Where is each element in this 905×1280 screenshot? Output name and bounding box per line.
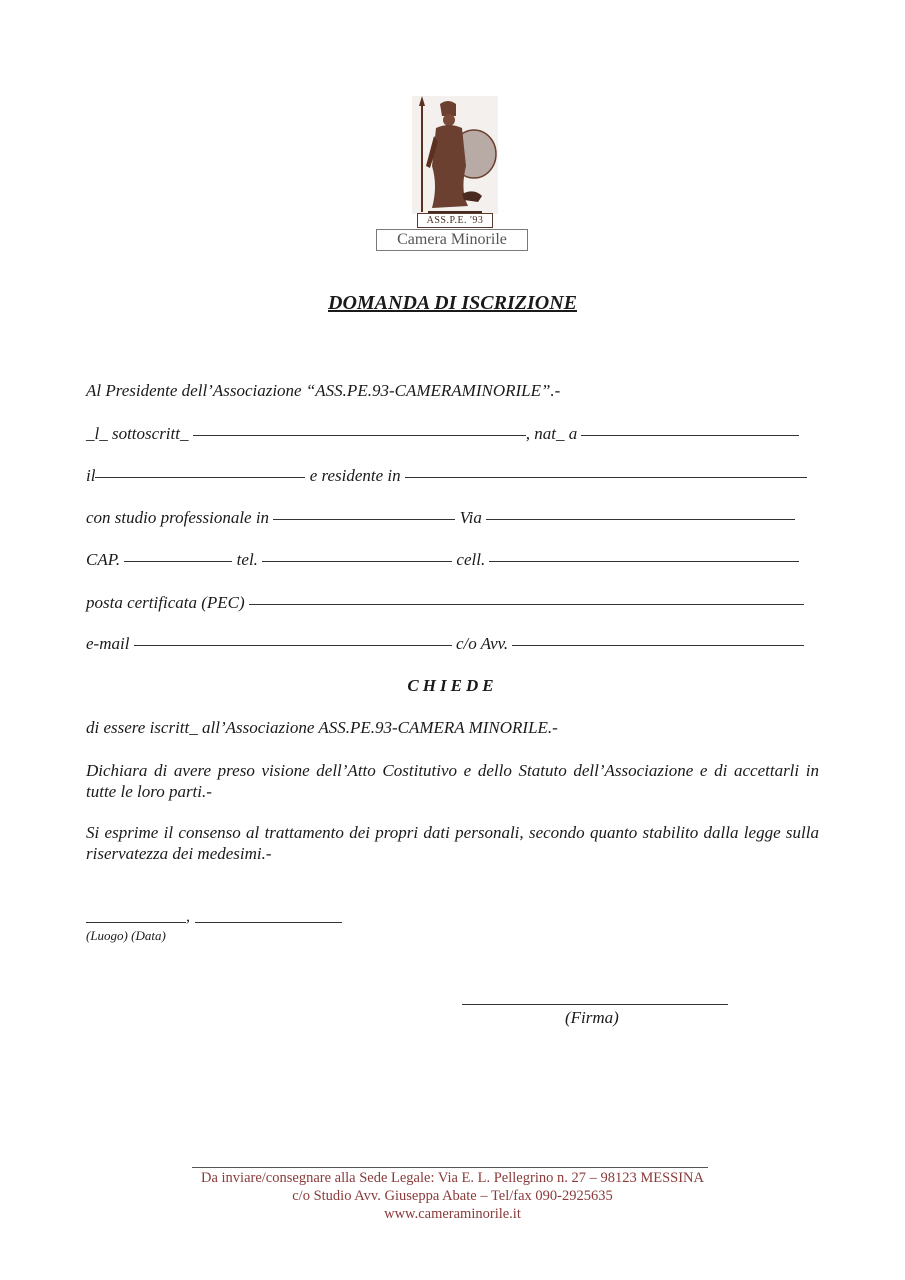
place-date-label: (Luogo) (Data) xyxy=(86,928,166,943)
residence-field[interactable] xyxy=(405,476,807,478)
place-date-separator: , xyxy=(186,908,190,925)
pec-field[interactable] xyxy=(249,603,804,605)
label-on: il xyxy=(86,466,96,485)
birthdate-field[interactable] xyxy=(95,476,305,478)
label-pec: posta certificata (PEC) xyxy=(86,593,245,612)
logo-plaque: ASS.P.E. '93 xyxy=(417,213,493,228)
studio-street-field[interactable] xyxy=(486,518,795,520)
form-row-name xyxy=(86,424,818,444)
paragraph-request: di essere iscritt_ all’Associazione ASS.PE.93-CAMERA MINORILE.- xyxy=(86,718,558,737)
addressee: Al Presidente dell’Associazione “ASS.PE.93-CAMERAMINORILE”.- xyxy=(86,381,561,400)
label-email: e-mail xyxy=(86,634,130,653)
cell-field[interactable] xyxy=(489,560,799,562)
document-title: DOMANDA DI ISCRIZIONE xyxy=(328,292,577,314)
logo xyxy=(376,96,528,252)
form-row-contacts xyxy=(86,550,818,570)
studio-city-field[interactable] xyxy=(273,518,455,520)
footer-divider xyxy=(192,1167,708,1168)
name-field[interactable] xyxy=(193,434,526,436)
footer-website-link[interactable]: www.cameraminorile.it xyxy=(384,1206,521,1222)
date-field[interactable] xyxy=(195,922,342,923)
form-row-studio xyxy=(86,508,818,528)
email-field[interactable] xyxy=(134,644,452,646)
co-avv-field[interactable] xyxy=(512,644,804,646)
label-via: Via xyxy=(459,508,482,527)
label-born-in: , nat_ a xyxy=(525,424,578,443)
form-row-email xyxy=(86,634,818,654)
paragraph-consent: Si esprime il consenso al trattamento dei propri dati personali, secondo quanto stabilito dalla legge sulla riservatezza dei medesimi.- xyxy=(86,823,819,863)
chiede-heading: CHIEDE xyxy=(407,676,498,695)
footer-studio: c/o Studio Avv. Giuseppa Abate – Tel/fax 090-2925635 xyxy=(292,1188,613,1204)
label-resident-in: e residente in xyxy=(309,466,401,485)
form-row-pec xyxy=(86,593,818,613)
form-row-birthdate xyxy=(86,466,818,486)
label-cap: CAP. xyxy=(86,550,121,569)
paragraph-declaration: Dichiara di avere preso visione dell’Atto Costitutivo e dello Statuto dell’Associazione e di accettarli in tutte le loro parti.- xyxy=(86,761,819,801)
athena-statue-icon xyxy=(412,96,498,214)
label-co-avv: c/o Avv. xyxy=(455,634,509,653)
place-field[interactable] xyxy=(86,922,186,923)
footer-address: Da inviare/consegnare alla Sede Legale: Via E. L. Pellegrino n. 27 – 98123 MESSINA xyxy=(200,1170,704,1186)
birthplace-field[interactable] xyxy=(581,434,799,436)
label-cell: cell. xyxy=(456,550,486,569)
tel-field[interactable] xyxy=(262,560,452,562)
label-studio: con studio professionale in xyxy=(86,508,270,527)
logo-caption: Camera Minorile xyxy=(376,229,528,251)
signature-field[interactable] xyxy=(462,1004,728,1005)
label-tel: tel. xyxy=(236,550,258,569)
signature-label: (Firma) xyxy=(565,1008,619,1027)
label-undersigned: _l_ sottoscritt_ xyxy=(86,424,189,443)
cap-field[interactable] xyxy=(124,560,232,562)
